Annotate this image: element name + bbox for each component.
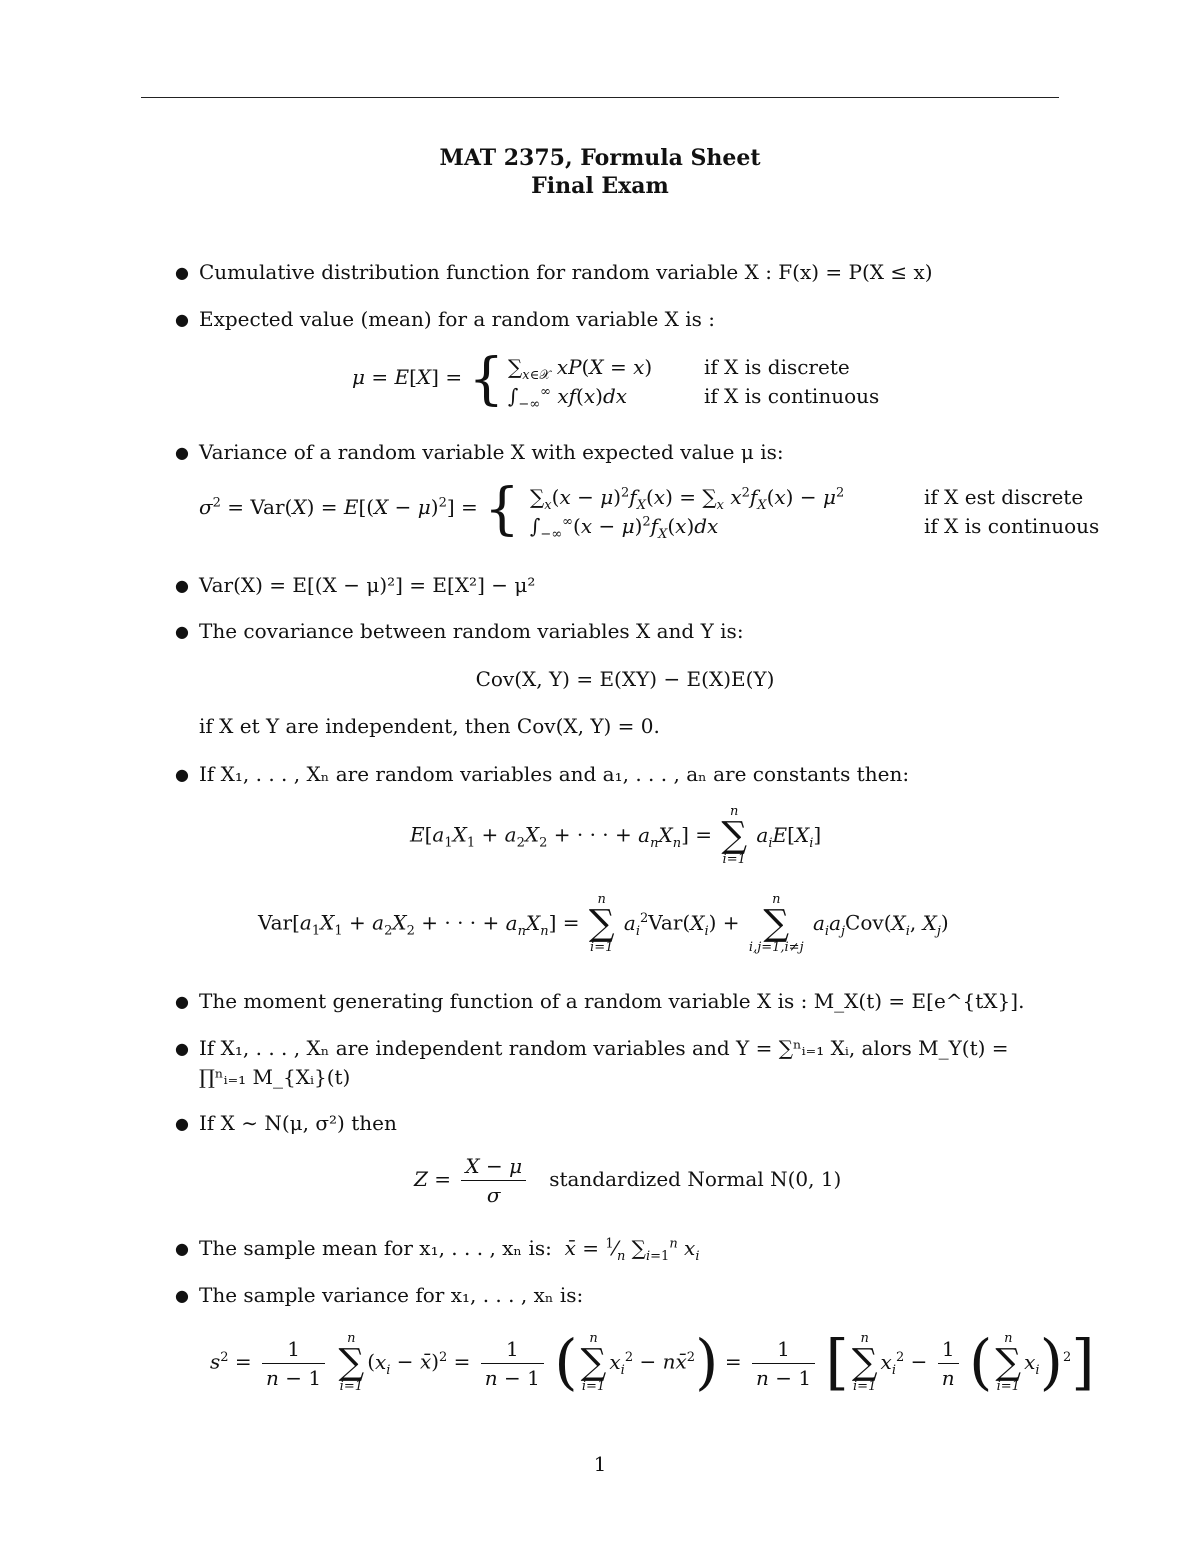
mgf-product: ∏ⁿᵢ₌₁ M_{Xᵢ}(t) [199,1065,351,1089]
top-rule [141,97,1059,98]
variance-continuous-formula: $\int_{-\infty}^\infty(x - \mu)^2f_X(x)dx$ [530,514,719,542]
item-covariance-intro: ● The covariance between random variables X and Y is: [175,619,744,643]
covariance-formula: Cov(X, Y) = E(XY) − E(X)E(Y) [475,667,775,691]
page-number: 1 [593,1452,607,1476]
bullet-icon: ● [175,1286,189,1305]
item-cdf: ● Cumulative distribution function for random variable X : F(x) = P(X ≤ x) [175,260,933,284]
bullet-icon: ● [175,443,189,462]
item-sample-mean: ● The sample mean for x₁, . . . , xₙ is: x̄ = $^1⁄_n$ $\sum_{i=1}^n$ $x_i$ [175,1236,700,1264]
sample-mean-formula: x̄ = $^1⁄_n$ $\sum_{i=1}^n$ $x_i$ [564,1236,700,1264]
expected-continuous-case: if X is continuous [704,384,880,408]
bullet-icon: ● [175,1239,189,1258]
variance-continuous-case: if X is continuous [924,514,1100,538]
bullet-icon: ● [175,310,189,329]
standardized-label: standardized Normal N(0, 1) [549,1167,842,1191]
expected-lhs: μ = E[X] = { [352,347,505,412]
item-linear-intro: ● If X₁, . . . , Xₙ are random variables and a₁, . . . , aₙ are constants then: [175,762,910,786]
item-mgf: ● The moment generating function of a random variable X is : M_X(t) = E[e^{tX}]. [175,989,1025,1013]
bullet-icon: ● [175,263,189,282]
linear-variance-formula: $Var[a_1X_1 + a_2X_2$ + · · · + $a_nX_n$] = n ∑ i=1 $a_i^2Var(X_i)$ + n ∑ i,j=1,i≠j $a_ia_jCov(X_i$, $X_j$) [258,892,949,955]
variance-lhs: $\sigma^2 = Var(X) = E[(X - \mu)^2]$ = { [199,477,520,542]
bullet-icon: ● [175,622,189,641]
item-expected-intro: ● Expected value (mean) for a random variable X is : [175,307,716,331]
bullet-icon: ● [175,992,189,1011]
expected-discrete-formula: $\sum_{x\in 𝒳}$ xP(X = x) [508,355,653,383]
covariance-note: if X et Y are independent, then Cov(X, Y) = 0. [199,714,660,738]
bullet-icon: ● [175,1114,189,1133]
item-variance-intro: ● Variance of a random variable X with expected value μ is: [175,440,784,464]
z-score-formula: Z = $\frac{X - \mu}{\sigma}$ standardized Normal N(0, 1) [414,1154,842,1207]
item-normal-intro: ● If X ∼ N(μ, σ²) then [175,1111,397,1135]
bullet-icon: ● [175,765,189,784]
bullet-icon: ● [175,576,189,595]
title-line-1: MAT 2375, Formula Sheet [439,145,761,171]
expected-discrete-case: if X is discrete [704,355,850,379]
bullet-icon: ● [175,1039,189,1058]
linear-expectation-formula: $E[a_1X_1 + a_2X_2$ + · · · + $a_nX_n$] = n ∑ i=1 $a_iE[X_i]$ [410,804,822,867]
item-mgf-sum: ● If X₁, . . . , Xₙ are independent random variables and Y = ∑ⁿᵢ₌₁ Xᵢ, alors M_Y(t) = [175,1036,1009,1060]
expected-continuous-formula: $\int_{-\infty}^\infty$ xf(x)dx [508,384,628,412]
variance-discrete-formula: $\sum_x(x - \mu)^2f_X(x) = \sum_x$ $x^2f_X(x) - \mu^2$ [530,485,845,513]
item-variance-identity: ● Var(X) = E[(X − μ)²] = E[X²] − μ² [175,573,536,597]
sample-variance-formula: $s^2$ = $\frac{1}{n - 1}$ n ∑ i=1 ($x_i$ − x̄)$^2$ = $\frac{1}{n - 1}$ ( n ∑ i=1 $x_i^2$ − nx̄$^2$) = $\frac{1}{n - 1}$ [ n ∑ i=1 $x_i^2$ − $\frac{1}{n}$ ( n ∑ i=1 $x_i)^2$] [210,1327,1095,1398]
item-sample-variance: ● The sample variance for x₁, . . . , xₙ is: [175,1283,584,1307]
title-line-2: Final Exam [531,173,669,199]
variance-discrete-case: if X est discrete [924,485,1084,509]
